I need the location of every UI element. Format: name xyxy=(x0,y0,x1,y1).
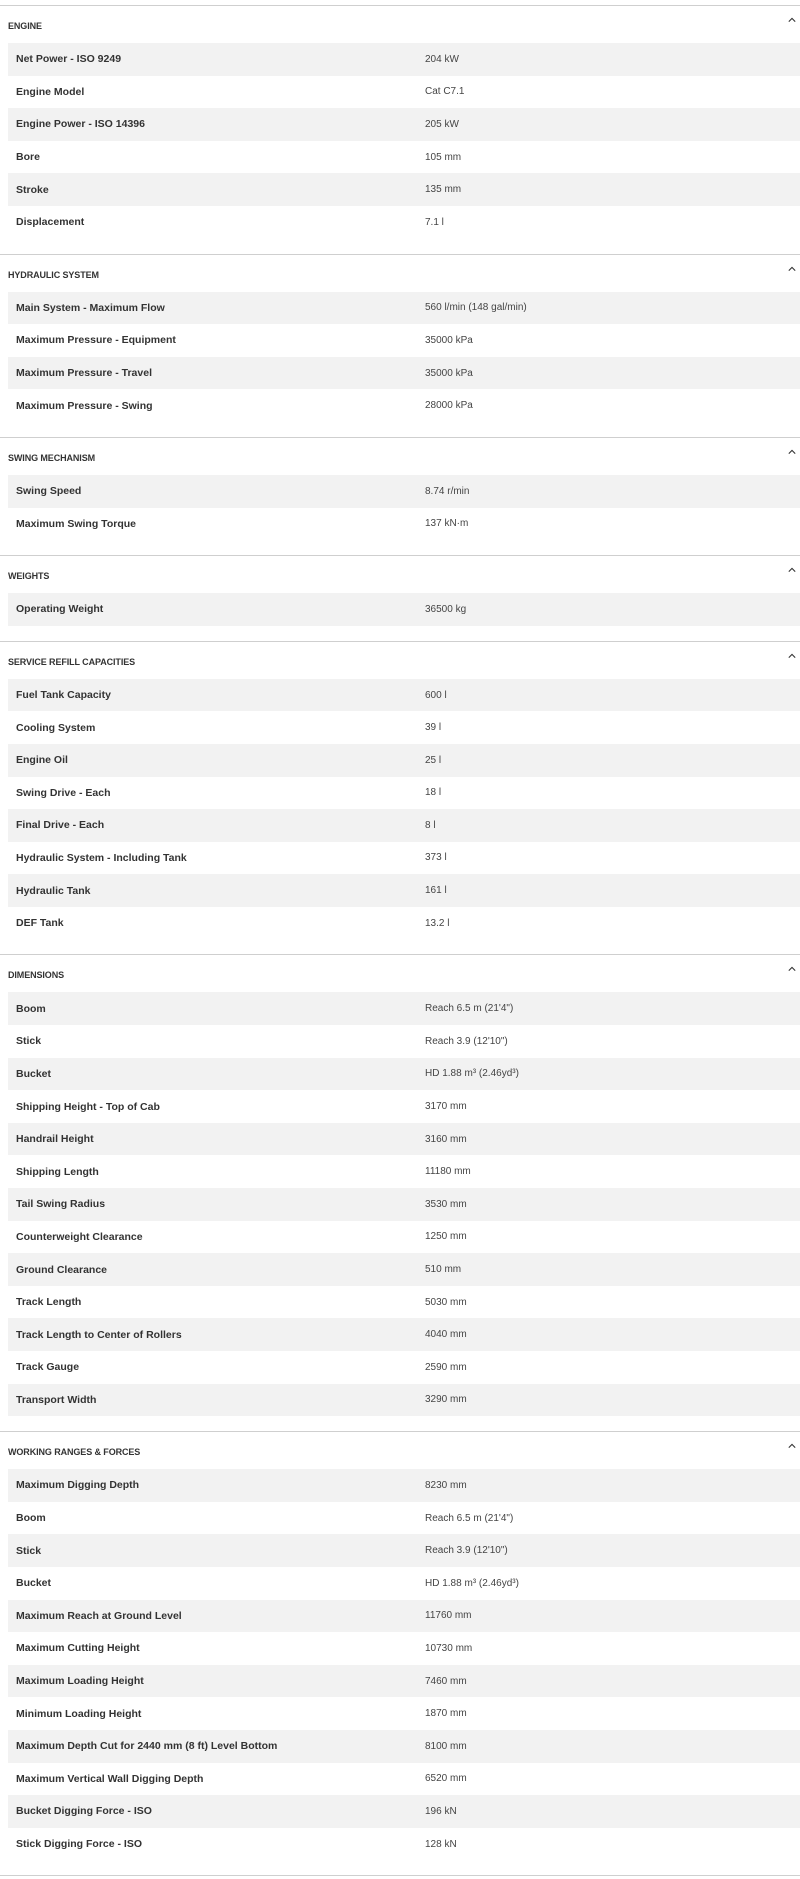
spec-value: Reach 6.5 m (21'4") xyxy=(425,1512,514,1524)
spec-row xyxy=(8,1600,800,1633)
spec-label: Bucket Digging Force - ISO xyxy=(16,1805,152,1818)
spec-row xyxy=(8,842,800,875)
spec-value: 1870 mm xyxy=(425,1708,467,1720)
spec-section xyxy=(0,437,800,555)
spec-row xyxy=(8,679,800,712)
chevron-up-icon[interactable] xyxy=(788,566,796,574)
spec-row xyxy=(8,1828,800,1861)
spec-section xyxy=(0,1431,800,1876)
spec-label: Counterweight Clearance xyxy=(16,1230,143,1243)
section-gap xyxy=(0,626,800,641)
spec-row xyxy=(8,1221,800,1254)
spec-label: Final Drive - Each xyxy=(16,819,105,832)
section-title: DIMENSIONS xyxy=(8,970,65,981)
spec-row xyxy=(8,992,800,1025)
spec-section xyxy=(0,5,800,254)
spec-row xyxy=(8,1665,800,1698)
spec-row xyxy=(8,809,800,842)
spec-value: 137 kN·m xyxy=(425,518,469,530)
spec-row xyxy=(8,475,800,508)
spec-label: Maximum Cutting Height xyxy=(16,1642,140,1655)
spec-table xyxy=(0,292,800,422)
section-gap xyxy=(0,239,800,254)
spec-table xyxy=(0,1469,800,1860)
spec-section xyxy=(0,954,800,1431)
spec-value: 1250 mm xyxy=(425,1231,467,1243)
spec-label: Shipping Height - Top of Cab xyxy=(16,1100,160,1113)
spec-value: 7.1 l xyxy=(425,216,444,228)
spec-row xyxy=(8,1730,800,1763)
spec-label: Maximum Pressure - Equipment xyxy=(16,334,176,347)
spec-value: 105 mm xyxy=(425,151,462,163)
spec-label: Maximum Pressure - Swing xyxy=(16,399,153,412)
section-title: SWING MECHANISM xyxy=(8,452,95,463)
spec-value: 135 mm xyxy=(425,184,462,196)
spec-label: Stick xyxy=(16,1544,42,1557)
spec-row xyxy=(8,1253,800,1286)
spec-value: Reach 3.9 (12'10") xyxy=(425,1545,508,1557)
spec-value: 10730 mm xyxy=(425,1642,473,1654)
spec-row xyxy=(8,1123,800,1156)
spec-value: 25 l xyxy=(425,754,442,766)
spec-label: Main System - Maximum Flow xyxy=(16,301,165,314)
spec-value: 7460 mm xyxy=(425,1675,467,1687)
spec-value: Reach 3.9 (12'10") xyxy=(425,1035,508,1047)
section-gap xyxy=(0,939,800,954)
spec-label: Maximum Depth Cut for 2440 mm (8 ft) Level Bottom xyxy=(16,1740,278,1753)
spec-value: 6520 mm xyxy=(425,1773,467,1785)
spec-row xyxy=(8,1318,800,1351)
spec-label: Swing Drive - Each xyxy=(16,786,111,799)
spec-label: Tail Swing Radius xyxy=(16,1198,106,1211)
spec-label: Minimum Loading Height xyxy=(16,1707,142,1720)
spec-row xyxy=(8,389,800,422)
spec-value: 4040 mm xyxy=(425,1329,467,1341)
spec-value: 128 kN xyxy=(425,1838,457,1850)
spec-label: Swing Speed xyxy=(16,485,82,498)
spec-row xyxy=(8,1058,800,1091)
spec-table xyxy=(0,475,800,540)
spec-value: 28000 kPa xyxy=(425,400,473,412)
spec-row xyxy=(8,1188,800,1221)
spec-row xyxy=(8,76,800,109)
spec-row xyxy=(8,1286,800,1319)
spec-label: Track Gauge xyxy=(16,1361,80,1374)
spec-row xyxy=(8,1567,800,1600)
spec-section xyxy=(0,555,800,641)
spec-row xyxy=(8,1090,800,1123)
spec-value: 205 kW xyxy=(425,118,459,130)
section-header[interactable] xyxy=(0,1432,800,1469)
spec-label: Handrail Height xyxy=(16,1133,94,1146)
spec-row xyxy=(8,141,800,174)
spec-row xyxy=(8,43,800,76)
spec-value: Cat C7.1 xyxy=(425,86,465,98)
spec-row xyxy=(8,1534,800,1567)
spec-row xyxy=(8,1795,800,1828)
spec-label: Maximum Swing Torque xyxy=(16,517,136,530)
spec-label: Engine Power - ISO 14396 xyxy=(16,118,145,131)
section-header[interactable] xyxy=(0,6,800,43)
spec-row xyxy=(8,1384,800,1417)
spec-value: Reach 6.5 m (21'4") xyxy=(425,1003,514,1015)
spec-row xyxy=(8,1351,800,1384)
chevron-up-icon[interactable] xyxy=(788,652,796,660)
chevron-up-icon[interactable] xyxy=(788,965,796,973)
section-header[interactable] xyxy=(0,556,800,593)
spec-label: Transport Width xyxy=(16,1393,97,1406)
spec-row xyxy=(8,1763,800,1796)
spec-value: 8.74 r/min xyxy=(425,485,470,497)
spec-row xyxy=(8,1155,800,1188)
section-title: WEIGHTS xyxy=(8,571,50,582)
spec-value: HD 1.88 m³ (2.46yd³) xyxy=(425,1577,519,1589)
spec-value: 35000 kPa xyxy=(425,334,473,346)
spec-row xyxy=(8,711,800,744)
spec-label: Bore xyxy=(16,151,40,164)
spec-label: Maximum Loading Height xyxy=(16,1675,144,1688)
spec-label: Hydraulic Tank xyxy=(16,884,91,897)
spec-label: DEF Tank xyxy=(16,917,64,930)
spec-label: Track Length xyxy=(16,1296,82,1309)
spec-value: 8230 mm xyxy=(425,1479,467,1491)
spec-table xyxy=(0,43,800,239)
spec-value: 3290 mm xyxy=(425,1394,467,1406)
spec-row xyxy=(8,324,800,357)
spec-row xyxy=(8,744,800,777)
spec-label: Stroke xyxy=(16,183,49,196)
spec-value: 5030 mm xyxy=(425,1296,467,1308)
spec-label: Maximum Vertical Wall Digging Depth xyxy=(16,1772,204,1785)
spec-value: 8100 mm xyxy=(425,1740,467,1752)
spec-row xyxy=(8,173,800,206)
section-gap xyxy=(0,540,800,555)
spec-row xyxy=(8,907,800,940)
spec-value: 204 kW xyxy=(425,53,459,65)
section-header[interactable] xyxy=(0,642,800,679)
chevron-up-icon[interactable] xyxy=(788,16,796,24)
spec-value: 8 l xyxy=(425,819,436,831)
spec-value: 161 l xyxy=(425,885,447,897)
chevron-up-icon[interactable] xyxy=(788,265,796,273)
spec-row xyxy=(8,292,800,325)
spec-table xyxy=(0,593,800,626)
spec-label: Engine Model xyxy=(16,85,85,98)
spec-value: 35000 kPa xyxy=(425,367,473,379)
spec-label: Maximum Pressure - Travel xyxy=(16,367,152,380)
section-gap xyxy=(0,422,800,437)
spec-value: 600 l xyxy=(425,689,447,701)
spec-row xyxy=(8,777,800,810)
spec-value: 510 mm xyxy=(425,1264,462,1276)
spec-value: 11760 mm xyxy=(425,1610,472,1622)
spec-section xyxy=(0,254,800,437)
spec-value: 39 l xyxy=(425,722,442,734)
spec-label: Fuel Tank Capacity xyxy=(16,689,111,702)
spec-value: 18 l xyxy=(425,787,442,799)
chevron-up-icon[interactable] xyxy=(788,1442,796,1450)
section-title: WORKING RANGES & FORCES xyxy=(8,1447,141,1458)
spec-value: 2590 mm xyxy=(425,1361,467,1373)
spec-row xyxy=(8,1025,800,1058)
spec-label: Hydraulic System - Including Tank xyxy=(16,851,187,864)
section-title: ENGINE xyxy=(8,21,42,31)
spec-value: 373 l xyxy=(425,852,447,864)
section-title: SERVICE REFILL CAPACITIES xyxy=(8,656,136,667)
spec-value: 196 kN xyxy=(425,1805,457,1817)
spec-row xyxy=(8,206,800,239)
section-gap xyxy=(0,1860,800,1875)
spec-label: Stick xyxy=(16,1035,42,1048)
section-header[interactable] xyxy=(0,955,800,992)
spec-value: 560 l/min (148 gal/min) xyxy=(425,302,527,314)
spec-value: HD 1.88 m³ (2.46yd³) xyxy=(425,1068,519,1080)
section-title: HYDRAULIC SYSTEM xyxy=(8,269,99,280)
spec-label: Stick Digging Force - ISO xyxy=(16,1838,143,1851)
spec-label: Shipping Length xyxy=(16,1165,99,1178)
chevron-up-icon[interactable] xyxy=(788,448,796,456)
spec-row xyxy=(8,1632,800,1665)
spec-label: Bucket xyxy=(16,1577,52,1590)
spec-value: 3160 mm xyxy=(425,1133,467,1145)
spec-table xyxy=(0,679,800,940)
spec-label: Maximum Digging Depth xyxy=(16,1479,140,1492)
spec-row xyxy=(8,1469,800,1502)
spec-row xyxy=(8,1502,800,1535)
spec-label: Displacement xyxy=(16,216,85,229)
spec-value: 11180 mm xyxy=(425,1166,471,1178)
spec-value: 13.2 l xyxy=(425,917,450,929)
section-header[interactable] xyxy=(0,255,800,292)
spec-row xyxy=(8,593,800,626)
spec-label: Boom xyxy=(16,1002,46,1015)
spec-table xyxy=(0,992,800,1416)
spec-label: Net Power - ISO 9249 xyxy=(16,53,122,66)
spec-row xyxy=(8,1697,800,1730)
spec-label: Ground Clearance xyxy=(16,1263,108,1276)
spec-row xyxy=(8,508,800,541)
section-gap xyxy=(0,1416,800,1431)
spec-label: Maximum Reach at Ground Level xyxy=(16,1609,182,1622)
spec-label: Bucket xyxy=(16,1067,52,1080)
spec-row xyxy=(8,357,800,390)
spec-row xyxy=(8,108,800,141)
spec-label: Boom xyxy=(16,1512,46,1525)
spec-value: 3530 mm xyxy=(425,1198,467,1210)
spec-section xyxy=(0,641,800,955)
spec-label: Operating Weight xyxy=(16,603,104,616)
spec-value: 36500 kg xyxy=(425,603,467,615)
spec-label: Track Length to Center of Rollers xyxy=(16,1328,182,1341)
spec-label: Engine Oil xyxy=(16,754,68,767)
spec-row xyxy=(8,874,800,907)
spec-value: 3170 mm xyxy=(425,1101,467,1113)
spec-label: Cooling System xyxy=(16,721,96,734)
section-header[interactable] xyxy=(0,438,800,475)
